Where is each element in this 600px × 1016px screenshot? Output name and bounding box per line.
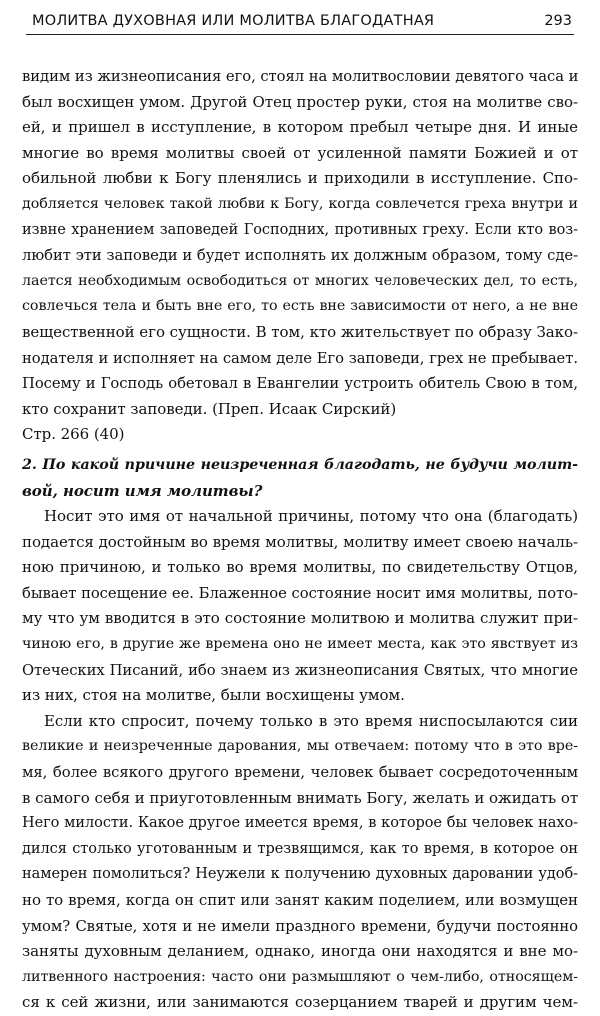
heading-line: вой, носит имя молитвы?	[22, 481, 263, 500]
text-line: ною причиною, и только во время молитвы, по свидетельству Отцов,	[22, 558, 578, 577]
text-line: в самого себя и приуготовленным внимать Богу, желать и ожидать от	[22, 788, 579, 807]
text-line: умом? Святые, хотя и не имели праздного времени, будучи постоянно	[22, 917, 578, 935]
text-line: ей, и пришел в исступление, в котором пребыл четыре дня. И иные	[22, 118, 578, 137]
text-line: добляется человек такой любви к Богу, когда совлечется греха внутри и	[22, 195, 578, 212]
text-line: обильной любви к Богу пленялись и приходили в исступление. Спо-	[22, 169, 578, 188]
text-line: из них, стоя на молитве, были восхищены умом.	[22, 686, 405, 705]
text-line: вещественной его сущности. В том, кто жительствует по образу Зако-	[22, 322, 578, 341]
text-line: ся к сей жизни, или занимаются созерцанием тварей и другим чем-	[22, 993, 578, 1012]
text-line: заняты духовным деланием, однако, иногда они находятся и вне мо-	[22, 942, 578, 961]
heading-line: 2. По какой причине неизреченная благодать, не будучи молит-	[22, 456, 578, 473]
text-line: кто сохранит заповеди. (Преп. Исаак Сирский)	[22, 399, 397, 418]
text-line: Носит это имя от начальной причины, потому что она (благодать)	[44, 507, 578, 526]
text-line: Посему и Господь обетовал в Евангелии устроить обитель Свою в том,	[22, 375, 578, 393]
text-line: Отеческих Писаний, ибо знаем из жизнеописания Святых, что многие	[22, 661, 578, 679]
text-line: нодателя и исполняет на самом деле Его заповеди, грех не пребывает.	[22, 349, 578, 367]
text-line: был восхищен умом. Другой Отец простер руки, стоя на молитве сво-	[22, 92, 578, 111]
text-line: чиною его, в другие же времена оно не имеет места, как это явствует из	[22, 636, 578, 653]
text-line: но то время, когда он спит или занят каким поделием, или возмущен	[22, 891, 578, 909]
text-line: совлечься тела и быть вне его, то есть вне зависимости от него, а не вне	[22, 298, 578, 315]
text-line: подается достойным во время молитвы, молитву имеет своею началь-	[22, 532, 578, 551]
text-line: Него милости. Какое другое имеется время, в которое бы человек нахо-	[22, 815, 578, 832]
text-line: мя, более всякого другого времени, человек бывает сосредоточенным	[22, 764, 578, 782]
text-line: любит эти заповеди и будет исполнять их должным образом, тому сде-	[22, 247, 578, 265]
running-header	[32, 8, 572, 30]
question-heading	[22, 453, 578, 504]
text-line: Если кто спросит, почему только в это время ниспосылаются сии	[44, 711, 578, 730]
text-line: видим из жизнеописания его, стоял на молитвословии девятого часа и	[22, 68, 579, 85]
text-line: дился столько уготованным и трезвящимся, как то время, в которое он	[22, 840, 578, 857]
page-number: 293	[544, 13, 572, 29]
paragraph-explanation	[22, 709, 578, 1016]
page-reference: Стр. 266 (40)	[22, 425, 125, 444]
text-line: бывает посещение ее. Блаженное состояние носит имя молитвы, пото-	[22, 584, 578, 602]
text-line: извне хранением заповедей Господних, противных греху. Если кто воз-	[22, 221, 578, 238]
text-line: многие во время молитвы своей от усиленной памяти Божией и от	[22, 143, 578, 162]
header-rule	[26, 34, 574, 35]
text-line: лается необходимым освободиться от многих человеческих дел, то есть,	[22, 272, 578, 289]
text-line: му что ум вводится в это состояние молитвою и молитва служит при-	[22, 609, 578, 628]
paragraph-continued	[22, 64, 578, 422]
paragraph-answer	[22, 504, 578, 709]
text-line: литвенного настроения: часто они размышляют о чем-либо, относящем-	[22, 968, 578, 985]
text-line: великие и неизреченные дарования, мы отвечаем: потому что в это вре-	[22, 738, 578, 755]
page-text	[22, 64, 578, 1016]
running-title: МОЛИТВА ДУХОВНАЯ ИЛИ МОЛИТВА БЛАГОДАТНАЯ	[32, 13, 435, 29]
text-line: намерен помолиться? Неужели к получению духовных даровании удоб-	[22, 866, 578, 883]
